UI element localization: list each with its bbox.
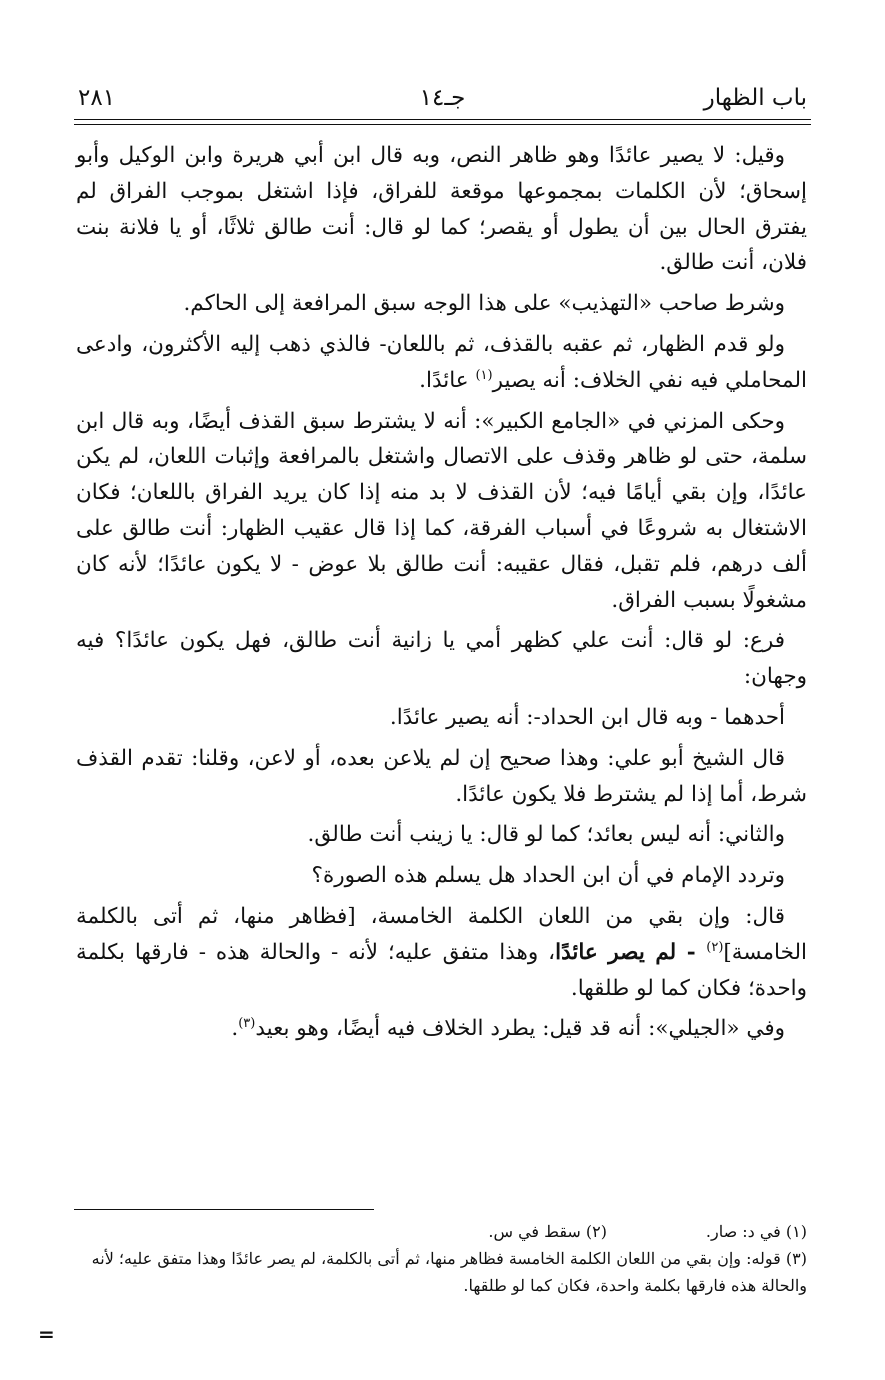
header-rule-thick xyxy=(74,119,811,120)
paragraph xyxy=(76,899,807,1006)
main-text xyxy=(76,138,807,1052)
footnote-row xyxy=(76,1218,807,1245)
paragraph: وحكى المزني في «الجامع الكبير»: أنه لا يشترط سبق القذف أيضًا، وبه قال ابن سلمة، حتى لو ظاهر وقذف على الاتصال واشتغل بالمرافعة وإثبات اللعان، لم يكن عائدًا، وإن بقي أيامًا فيه؛ لأن القذف لا بد منه إذا كان يريد الفراق باللعان؛ فكان الاشتغال به شروعًا في أسباب الفرقة، كما إذا قال عقيب الظهار: أنت طالق على ألف درهم، فلم تقبل، فقال عقيبه: أنت طالق بلا عوض - لا يكون عائدًا؛ لأنه كان مشغولًا بسبب الفراق. xyxy=(76,408,807,613)
volume-label: جـ١٤ xyxy=(419,85,466,111)
footnote-separator xyxy=(74,1209,374,1210)
running-header xyxy=(78,80,807,116)
paragraph-text: ولو قدم الظهار، ثم عقبه بالقذف، ثم باللعان- فالذي ذهب إليه الأكثرون، وادعى المحاملي فيه نفي الخلاف: أنه يصير xyxy=(76,331,807,393)
header-rule-thin xyxy=(74,124,811,125)
chapter-title: باب الظهار xyxy=(703,85,807,111)
margin-mark: = xyxy=(38,1322,55,1346)
paragraph: وتردد الإمام في أن ابن الحداد هل يسلم هذه الصورة؟ xyxy=(311,863,785,889)
paragraph: فرع: لو قال: أنت علي كظهر أمي يا زانية أنت طالق، فهل يكون عائدًا؟ فيه وجهان: xyxy=(76,628,807,690)
footnote-1: (١) في د: صار. xyxy=(705,1222,807,1241)
paragraph-text: ، وهذا متفق عليه؛ لأنه - والحالة هذه - فارقها بكلمة واحدة؛ فكان كما لو طلقها. xyxy=(76,939,807,1001)
footnote-ref: (٣) xyxy=(238,1016,256,1032)
paragraph xyxy=(76,1011,807,1047)
paragraph: قال الشيخ أبو علي: وهذا صحيح إن لم يلاعن بعده، أو لاعن، وقلنا: تقدم القذف شرط، أما إذا لم يشترط فلا يكون عائدًا. xyxy=(76,745,807,807)
footnotes xyxy=(76,1218,807,1299)
page-number: ٢٨١ xyxy=(78,85,116,111)
paragraph-text: وفي «الجيلي»: أنه قد قيل: يطرد الخلاف فيه أيضًا، وهو بعيد xyxy=(255,1016,785,1042)
footnote-ref: (١) xyxy=(475,367,493,383)
paragraph-text: عائدًا. xyxy=(419,367,476,393)
paragraph-text: قال: وإن بقي من اللعان الكلمة الخامسة، [فظاهر منها، ثم أتى بالكلمة الخامسة] xyxy=(76,903,807,965)
paragraph: والثاني: أنه ليس بعائد؛ كما لو قال: يا زينب أنت طالق. xyxy=(307,822,785,848)
footnote-ref: (٢) xyxy=(706,939,724,955)
paragraph xyxy=(76,327,807,399)
paragraph: وقيل: لا يصير عائدًا وهو ظاهر النص، وبه قال ابن أبي هريرة وابن الوكيل وأبو إسحاق؛ لأن الكلمات بمجموعها موقعة للفراق، فإذا اشتغل بموجب الفراق لم يفترق الحال بين أن يطول أو يقصر؛ كما لو قال: أنت طالق ثلاثًا، أو يا فلانة بنت فلان، أنت طالق. xyxy=(76,143,807,276)
paragraph-text: . xyxy=(231,1016,239,1042)
bold-phrase: - لم يصر عائدًا xyxy=(555,939,707,965)
footnote-3: (٣) قوله: وإن بقي من اللعان الكلمة الخامسة فظاهر منها، ثم أتى بالكلمة، لم يصر عائدًا وهذا متفق عليه؛ لأنه والحالة هذه فارقها بكلمة واحدة، فكان كما لو طلقها. xyxy=(91,1249,807,1295)
paragraph: أحدهما - وبه قال ابن الحداد-: أنه يصير عائدًا. xyxy=(389,704,785,730)
footnote-2: (٢) سقط في س. xyxy=(488,1222,607,1241)
paragraph: وشرط صاحب «التهذيب» على هذا الوجه سبق المرافعة إلى الحاكم. xyxy=(183,291,785,317)
